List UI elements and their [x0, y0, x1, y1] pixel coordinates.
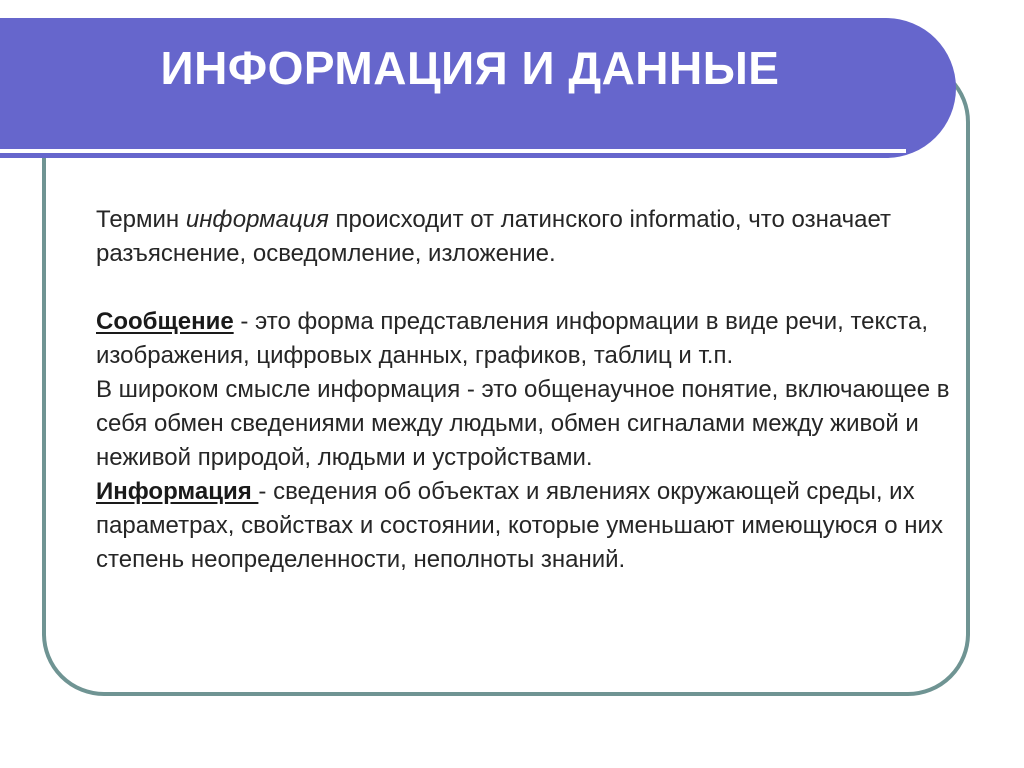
term-informatsiya-italic: информация	[185, 206, 329, 233]
title-underline	[0, 149, 906, 153]
information-definition-text: - сведения об объектах и явлениях окружающей среды, их параметрах, свойствах и состоянии, которые уменьшают имеющуюся о них степень неопределенности, неполноты знаний.	[96, 478, 943, 573]
message-definition-text: - это форма представления информации в виде речи, текста, изображения, цифровых данных, графиков, таблиц и т.п.	[96, 308, 929, 369]
title-band	[0, 18, 956, 158]
paragraph-term-origin-rest: происходит от латинского informatio, что означает разъяснение, осведомление, изложение.	[96, 206, 892, 267]
term-informatsiya: Информация	[96, 478, 259, 505]
slide-body	[96, 203, 956, 577]
paragraph-term-origin-lead: Термин	[96, 206, 186, 233]
paragraph-information-definition	[96, 475, 956, 577]
paragraph-term-origin	[96, 203, 956, 271]
paragraph-gap	[96, 271, 956, 305]
term-soobshchenie: Сообщение	[96, 308, 234, 335]
slide-title: ИНФОРМАЦИЯ И ДАННЫЕ	[160, 42, 780, 94]
paragraph-message-definition	[96, 305, 956, 373]
paragraph-broad-sense: В широком смысле информация - это общенаучное понятие, включающее в себя обмен сведениями между людьми, обмен сигналами между живой и неживой природой, людьми и устройствами.	[96, 376, 950, 471]
